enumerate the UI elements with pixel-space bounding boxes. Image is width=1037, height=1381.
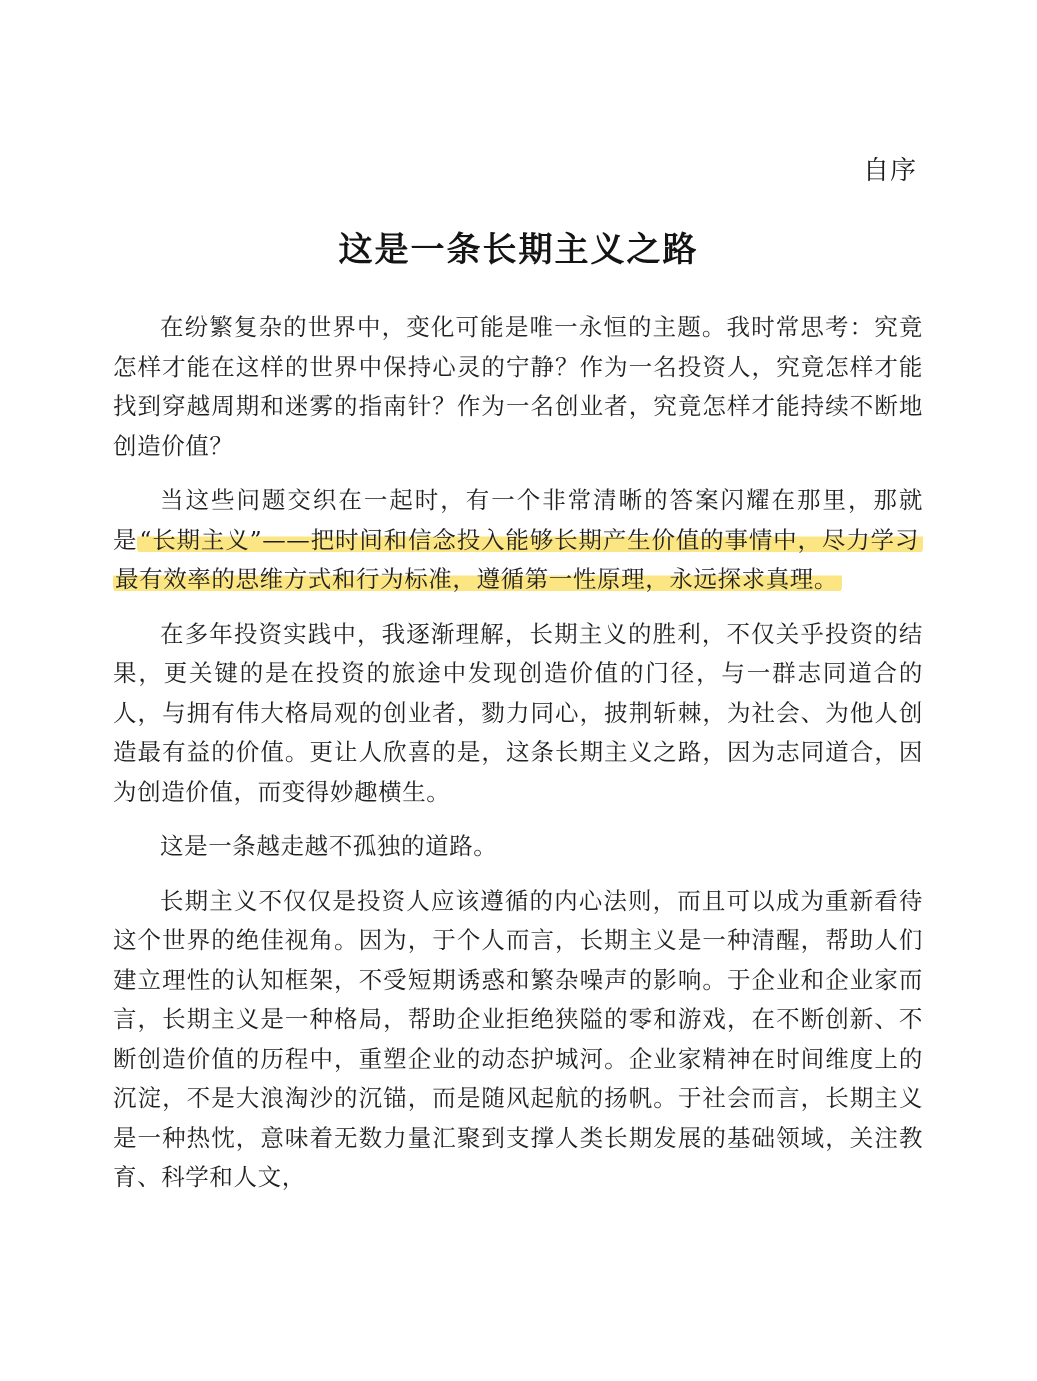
chapter-title: 这是一条长期主义之路 xyxy=(338,230,699,270)
paragraph-4: 这是一条越走越不孤独的道路。 xyxy=(160,832,498,860)
paragraph-2 xyxy=(113,481,923,600)
body-text xyxy=(113,308,923,1213)
highlighted-passage[interactable]: “长期主义”——把时间和信念投入能够长期产生价值的事情中，尽力学习最有效率的思维方式和行为标准，遵循第一性原理，永远探求真理。 xyxy=(113,526,923,594)
paragraph-3: 在多年投资实践中，我逐渐理解，长期主义的胜利，不仅关乎投资的结果，更关键的是在投资的旅途中发现创造价值的门径，与一群志同道合的人，与拥有伟大格局观的创业者，勠力同心，披荆斩棘，为社会、为他人创造最有益的价值。更让人欣喜的是，这条长期主义之路，因为志同道合，因为创造价值，而变得妙趣横生。 xyxy=(113,619,923,806)
paragraph-1: 在纷繁复杂的世界中，变化可能是唯一永恒的主题。我时常思考：究竟怎样才能在这样的世界中保持心灵的宁静？作为一名投资人，究竟怎样才能找到穿越周期和迷雾的指南针？作为一名创业者，究竟怎样才能持续不断地创造价值？ xyxy=(113,313,923,460)
section-label: 自序 xyxy=(862,156,917,186)
paragraph-2-lead: 当这些问题交织在一起时，有一个非常清晰的答案闪耀在那里，那就是 xyxy=(113,486,923,554)
paragraph-5: 长期主义不仅仅是投资人应该遵循的内心法则，而且可以成为重新看待这个世界的绝佳视角。因为，于个人而言，长期主义是一种清醒，帮助人们建立理性的认知框架，不受短期诱惑和繁杂噪声的影响。于企业和企业家而言，长期主义是一种格局，帮助企业拒绝狭隘的零和游戏，在不断创新、不断创造价值的历程中，重塑企业的动态护城河。企业家精神在时间维度上的沉淀，不是大浪淘沙的沉锚，而是随风起航的扬帆。于社会而言，长期主义是一种热忱，意味着无数力量汇聚到支撑人类长期发展的基础领域，关注教育、科学和人文， xyxy=(113,886,923,1191)
